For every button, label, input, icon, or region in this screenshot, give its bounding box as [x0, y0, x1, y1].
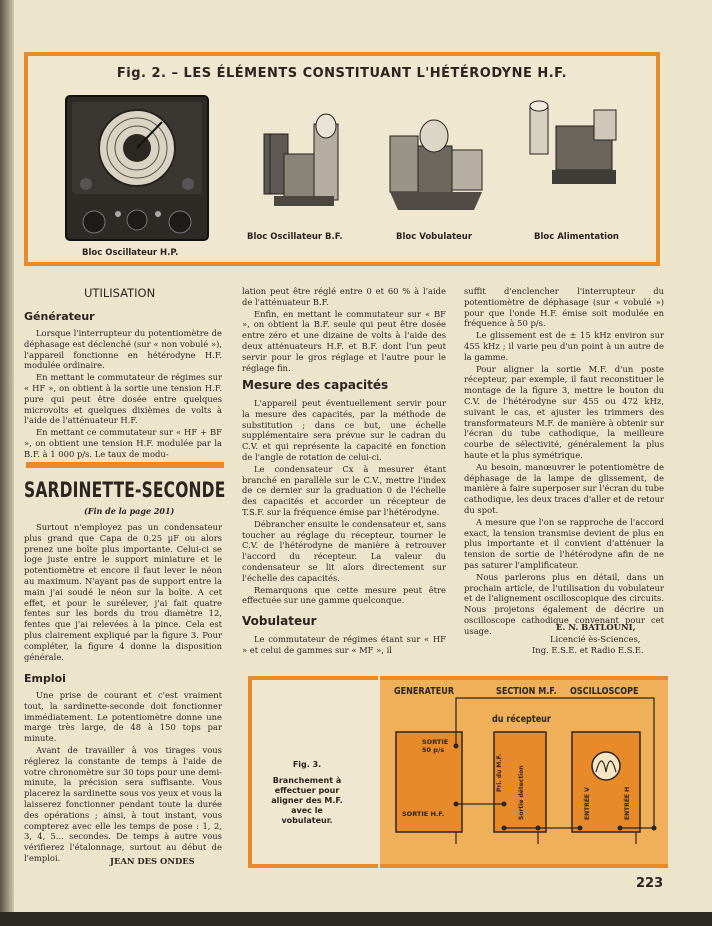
- sardinette-title: SARDINETTE-SECONDE: [24, 478, 226, 502]
- figure-3-caption: [268, 760, 346, 826]
- paragraph: Surtout n'employez pas un condensateur plus grand que Capa de 0,25 µF ou alors prenez une boîte plus importante. Celui-ci se loge juste entre le support miniature et le potentiomètre et encore il faut lever le néon au maximum. N'ayant pas de support entre la main j'ai soudé le néon sur la boîte. A cet effet, et pour le surélever, j'ai fait quatre fentes sur les bords du trou diamètre 12, fentes que j'ai relevées à la pince. Cela est plus clairement expliqué par la figure 3. Pour compléter, la figure 4 donne la disposition générale.: [24, 522, 222, 662]
- caption-oscillator-bf: Bloc Oscillateur B.F.: [247, 232, 343, 242]
- paragraph: Une prise de courant et c'est vraiment tout, la sardinette-seconde doit fonctionner immédiatement. Le potentiomètre donne une marge très large, de 48 à 150 tops par minute.: [24, 690, 222, 744]
- mesure-heading: Mesure des capacités: [242, 378, 389, 392]
- label-entree-v: ENTRÉE V: [584, 787, 591, 820]
- label-50ps: 50 p/s: [422, 746, 445, 754]
- figure-3-number: Fig. 3.: [292, 760, 322, 769]
- paragraph: lation peut être réglé entre 0 et 60 % à l'aide de l'atténuateur B.F.: [242, 286, 446, 307]
- label-sortie: SORTIE: [422, 738, 449, 746]
- binding-edge: [0, 0, 14, 926]
- alimentation-illustration: [520, 96, 628, 196]
- paragraph: Lorsque l'interrupteur du potentiomètre de déphasage est déclenché (sur « non vobulé »), l'appareil fonctionne en hétérodyne H.F. modulée ordinaire.: [24, 328, 222, 371]
- paragraph: L'appareil peut éventuellement servir pour la mesure des capacités, par la méthode de substitution ; dans ce but, une échelle supplémentaire sera prévue sur le cadran du C.V. et qui représente la capacité en fonction de l'angle de rotation de celui-ci.: [242, 398, 446, 462]
- figure-3-diagram: [380, 676, 668, 868]
- label-pri-mf: Pri. du M.F.: [496, 753, 503, 792]
- utilisation-heading: UTILISATION: [84, 286, 156, 300]
- emploi-text: [24, 690, 222, 864]
- caption-alimentation: Bloc Alimentation: [534, 232, 619, 242]
- column-3-text: [464, 286, 664, 637]
- label-du-recepteur: du récepteur: [492, 714, 551, 725]
- author-credential-1: Licencié ès-Sciences,: [550, 634, 641, 644]
- label-entree-h: ENTRÉE H: [624, 786, 631, 820]
- continuation-note: (Fin de la page 201): [84, 506, 175, 516]
- oscillator-bf-illustration: [254, 104, 350, 214]
- vobulateur-heading: Vobulateur: [242, 614, 317, 628]
- paragraph: Au besoin, manœuvrer le potentiomètre de déphasage de la lampe de glissement, de manière à faire superposer sur l'écran du tube cathodique, les deux traces d'aller et de retour du spot.: [464, 461, 664, 515]
- paragraph: Le commutateur de régimes étant sur « HF » et celui de gammes sur « MF », il: [242, 634, 446, 655]
- label-oscilloscope: OSCILLOSCOPE: [570, 686, 639, 697]
- paragraph: En mettant le commutateur de régimes sur « HF », on obtient à la sortie une tension H.F. pure qui peut être dosée entre quelques microvolts et quelques dixièmes de volts à l'aide de l'atténuateur H.F.: [24, 372, 222, 426]
- label-sortie-hf: SORTIE H.F.: [402, 810, 445, 818]
- label-generateur: GENERATEUR: [394, 686, 455, 697]
- column-2-top: [242, 286, 446, 373]
- paragraph: Pour aligner la sortie M.F. d'un poste récepteur, par exemple, il faut reconstituer le montage de la figure 3, mettre le bouton du C.V. de l'hétérodyne sur 455 ou 472 kHz, suivant le cas, et ajuster les trimmers des transformateurs M.F. de manière à obtenir sur l'écran du tube cathodique, la meilleure courbe de sélectivité, généralement la plus haute et la plus symétrique.: [464, 363, 664, 460]
- paragraph: Avant de travailler à vos tirages vous réglerez la constante de temps à l'aide de votre chronomètre sur 30 tops pour une demi-minute, la précision sera suffisante. Vous placerez la sardinette sous vos yeux et vous la laisserez fonctionner pendant toute la durée des opérations ; ainsi, à tout instant, vous compterez avec elle les temps de pose : 1, 2, 3, 4, 5... secondes. De temps à autre vous vérifierez l'étalonnage, surtout au début de l'emploi.: [24, 744, 222, 863]
- paragraph: Nous parlerons plus en détail, dans un prochain article, de l'utilisation du vobulateur et de l'alignement oscilloscopique des circuits. Nous projetons également de décrire un oscilloscope cathodique convenant pour cet usage.: [464, 571, 664, 636]
- page-bottom-edge: [0, 912, 712, 926]
- generateur-heading: Générateur: [24, 310, 95, 323]
- generateur-text: [24, 328, 222, 460]
- paragraph: Enfin, en mettant le commutateur sur « BF », on obtient la B.F. seule qui peut être dosée entre zéro et une dizaine de volts à l'aide des deux atténuateurs H.F. et B.F. dont l'un peut servir pour le gros réglage et l'autre pour le réglage fin.: [242, 308, 446, 373]
- signature-jean-des-ondes: JEAN DES ONDES: [110, 856, 195, 866]
- vobulateur-text: [242, 634, 446, 656]
- figure-2: [24, 52, 660, 266]
- figure-3-caption-text: Branchement à effectuer pour aligner des M.F. avec le vobulateur.: [271, 776, 343, 825]
- paragraph: Le condensateur Cx à mesurer étant branché en parallèle sur le C.V., mettre l'index de ce dernier sur la graduation 0 de l'échelle des capacités et accorder un récepteur de T.S.F. sur la fréquence émise par l'hétérodyne.: [242, 463, 446, 517]
- paragraph: suffit d'enclencher l'interrupteur du potentiomètre de déphasage (sur « vobulé ») pour que l'onde H.F. émise soit modulée en fréquence à 50 p/s.: [464, 286, 664, 329]
- author-credential-2: Ing. E.S.E. et Radio E.S.E.: [532, 645, 644, 655]
- author-name: E. N. BATLOUNI,: [556, 622, 636, 632]
- figure-2-title: Fig. 2. – LES ÉLÉMENTS CONSTITUANT L'HÉTÉRODYNE H.F.: [116, 66, 568, 81]
- oscillator-hp-illustration: [62, 92, 212, 244]
- vobulateur-illustration: [384, 106, 488, 216]
- paragraph: A mesure que l'on se rapproche de l'accord exact, la tension transmise devient de plus en plus importante et il convient d'atténuer la tension de sortie de l'hétérodyne afin de ne pas saturer l'amplificateur.: [464, 516, 664, 570]
- paragraph: Remarquons que cette mesure peut être effectuée sur une gamme quelconque.: [242, 584, 446, 606]
- caption-oscillator-hp: Bloc Oscillateur H.P.: [82, 248, 179, 258]
- sardinette-text: [24, 522, 222, 662]
- orange-rule: [26, 462, 224, 468]
- caption-vobulateur: Bloc Vobulateur: [396, 232, 473, 242]
- paragraph: Le glissement est de ± 15 kHz environ sur 455 kHz ; il varie peu d'un point à un autre de la gamme.: [464, 330, 664, 362]
- label-section-mf: SECTION M.F.: [496, 686, 557, 697]
- emploi-heading: Emploi: [24, 672, 66, 685]
- paragraph: Débrancher ensuite le condensateur et, sans toucher au réglage du récepteur, tourner le C.V. de l'hétérodyne de manière à retrouver l'accord du récepteur. La valeur du condensateur se lit alors directement sur l'échelle des capacités.: [242, 518, 446, 583]
- paragraph: En mettant ce commutateur sur « HF + BF », on obtient une tension H.F. modulée par la B.F. à 1 000 p/s. Le taux de modu-: [24, 427, 222, 459]
- page-number: 223: [636, 876, 664, 891]
- label-sortie-detection: Sortie détection: [518, 765, 525, 820]
- mesure-text: [242, 398, 446, 606]
